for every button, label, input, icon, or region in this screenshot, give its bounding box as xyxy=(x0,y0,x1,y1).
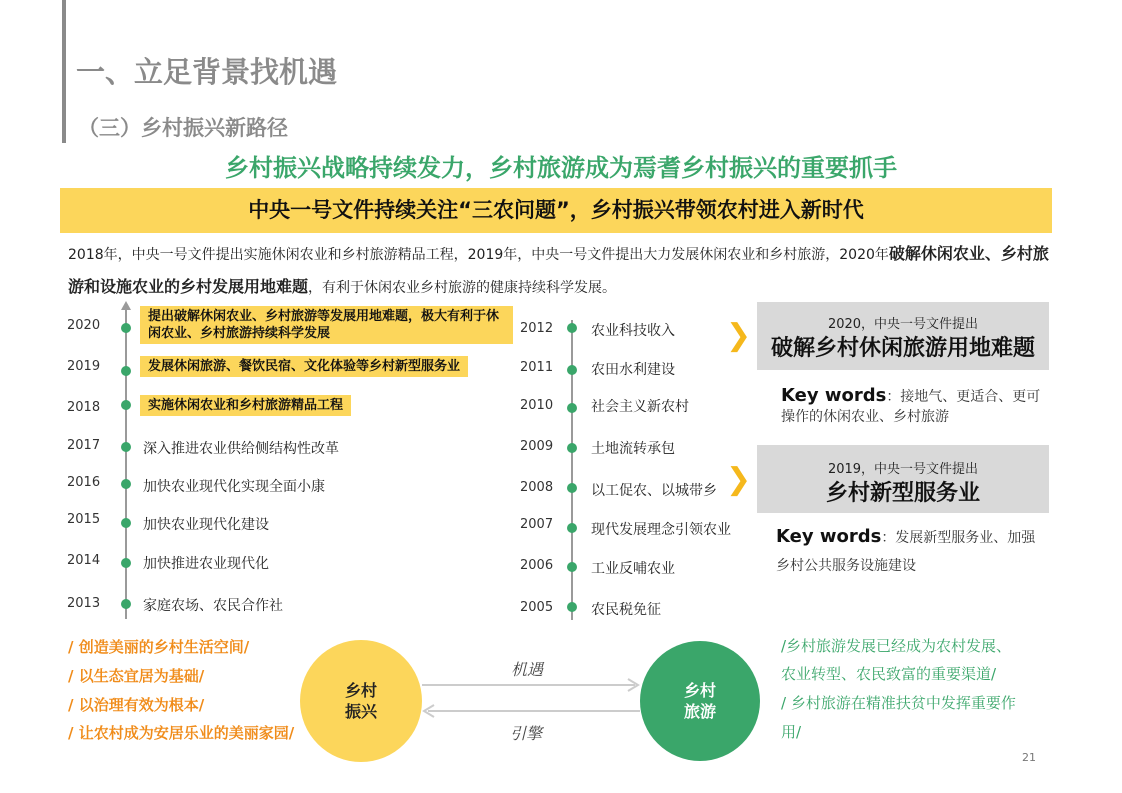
timeline-year: 2016 xyxy=(67,475,101,490)
timeline-item: 农业科技收入 xyxy=(591,323,675,339)
timeline-year: 2009 xyxy=(520,439,554,454)
section-subtitle: （三）乡村振兴新路径 xyxy=(78,116,288,140)
timeline-dot xyxy=(121,518,131,528)
statement-line: 用/ xyxy=(781,723,802,741)
page-number: 21 xyxy=(1022,751,1036,764)
timeline-item: 以工促农、以城带乡 xyxy=(591,483,717,499)
arrow-label-engine: 引擎 xyxy=(510,724,543,743)
timeline-year: 2012 xyxy=(520,321,554,336)
timeline-dot xyxy=(121,558,131,568)
timeline-item-highlighted: 发展休闲旅游、餐饮民宿、文化体验等乡村新型服务业 xyxy=(140,356,468,377)
timeline-item: 土地流转承包 xyxy=(591,441,675,457)
timeline-item: 加快推进农业现代化 xyxy=(143,556,269,572)
connector-arrows xyxy=(420,675,645,720)
timeline-dot xyxy=(567,523,577,533)
timeline-item: 加快农业现代化实现全面小康 xyxy=(143,479,325,495)
timeline-year: 2017 xyxy=(67,438,101,453)
page-title: 一、立足背景找机遇 xyxy=(76,55,338,89)
timeline-dot xyxy=(567,562,577,572)
timeline-item: 现代发展理念引领农业 xyxy=(591,522,731,538)
intro-part2: ，有利于休闲农业乡村旅游的健康持续科学发展。 xyxy=(308,280,617,296)
timeline-dot xyxy=(567,443,577,453)
slogan-line: / 以生态宜居为基础/ xyxy=(68,667,205,685)
card-2020-main: 破解乡村休闲旅游用地难题 xyxy=(770,336,1035,361)
slogan-line: / 以治理有效为根本/ xyxy=(68,696,205,714)
timeline-year: 2015 xyxy=(67,512,101,527)
slogan-line: / 让农村成为安居乐业的美丽家园/ xyxy=(68,724,295,742)
headline: 乡村振兴战略持续发力，乡村旅游成为焉耆乡村振兴的重要抓手 xyxy=(225,154,897,182)
intro-bold: 破解休闲农业、乡村旅游和设施农业的乡村发展用地难题 xyxy=(68,244,1049,296)
header-accent-bar xyxy=(62,0,66,143)
statement-line: / 乡村旅游在精准扶贫中发挥重要作 xyxy=(781,694,1016,712)
intro-paragraph xyxy=(68,238,1058,304)
timeline-year: 2013 xyxy=(67,596,101,611)
timeline-dot xyxy=(121,366,131,376)
timeline-dot xyxy=(567,483,577,493)
card-2019-main: 乡村新型服务业 xyxy=(825,481,980,506)
timeline-item-highlighted: 提出破解休闲农业、乡村旅游等发展用地难题，极大有利于休闲农业、乡村旅游持续科学发展 xyxy=(140,306,513,344)
banner-text: 中央一号文件持续关注“三农问题”，乡村振兴带领农村进入新时代 xyxy=(248,198,864,222)
timeline-year: 2008 xyxy=(520,480,554,495)
timeline-year: 2010 xyxy=(520,398,554,413)
card-2019-sub: 2019，中央一号文件提出 xyxy=(827,462,979,477)
timeline-item: 工业反哺农业 xyxy=(591,561,675,577)
keywords-text: ：接地气、更适合、更可操作的休闲农业、乡村旅游 xyxy=(781,389,1041,425)
arrow-label-opportunity: 机遇 xyxy=(511,660,544,679)
keywords-text: ：发展新型服务业、加强乡村公共服务设施建设 xyxy=(776,530,1036,574)
timeline-dot xyxy=(121,323,131,333)
timeline-year: 2014 xyxy=(67,553,101,568)
timeline-year: 2019 xyxy=(67,359,101,374)
statement-line: 农业转型、农民致富的重要渠道/ xyxy=(781,665,997,683)
keywords-label: Key words xyxy=(781,385,887,406)
timeline-item: 农田水利建设 xyxy=(591,362,675,378)
timeline-dot xyxy=(567,323,577,333)
timeline-item: 家庭农场、农民合作社 xyxy=(143,598,283,614)
card-2019-keywords xyxy=(776,523,1046,580)
intro-part1: 2018年，中央一号文件提出实施休闲农业和乡村旅游精品工程，2019年，中央一号文件提出大力发展休闲农业和乡村旅游，2020年 xyxy=(68,247,889,263)
timeline-item: 深入推进农业供给侧结构性改革 xyxy=(143,441,339,457)
timeline-item-highlighted: 实施休闲农业和乡村旅游精品工程 xyxy=(140,395,351,416)
timeline-item: 加快农业现代化建设 xyxy=(143,517,269,533)
card-2020-keywords xyxy=(781,386,1041,427)
chevron-right-icon: ❯ xyxy=(726,318,752,353)
circle-rural-revitalization: 乡村 振兴 xyxy=(300,640,422,762)
keywords-label: Key words xyxy=(776,526,882,547)
left-timeline-axis xyxy=(125,309,127,619)
timeline-year: 2006 xyxy=(520,558,554,573)
slogan-line: / 创造美丽的乡村生活空间/ xyxy=(68,638,250,656)
timeline-year: 2005 xyxy=(520,600,554,615)
statement-line: /乡村旅游发展已经成为农村发展、 xyxy=(781,637,1012,655)
chevron-right-icon: ❯ xyxy=(726,462,752,497)
card-2020-sub: 2020，中央一号文件提出 xyxy=(827,317,979,332)
timeline-year: 2020 xyxy=(67,318,101,333)
timeline-year: 2011 xyxy=(520,360,554,375)
circle-rural-tourism: 乡村 旅游 xyxy=(640,641,760,761)
timeline-item: 社会主义新农村 xyxy=(591,399,689,415)
timeline-dot xyxy=(121,479,131,489)
timeline-dot xyxy=(121,442,131,452)
timeline-dot xyxy=(121,599,131,609)
timeline-dot xyxy=(567,365,577,375)
timeline-year: 2007 xyxy=(520,517,554,532)
timeline-dot xyxy=(567,602,577,612)
timeline-year: 2018 xyxy=(67,400,101,415)
timeline-dot xyxy=(121,400,131,410)
timeline-dot xyxy=(567,403,577,413)
timeline-item: 农民税免征 xyxy=(591,602,661,618)
